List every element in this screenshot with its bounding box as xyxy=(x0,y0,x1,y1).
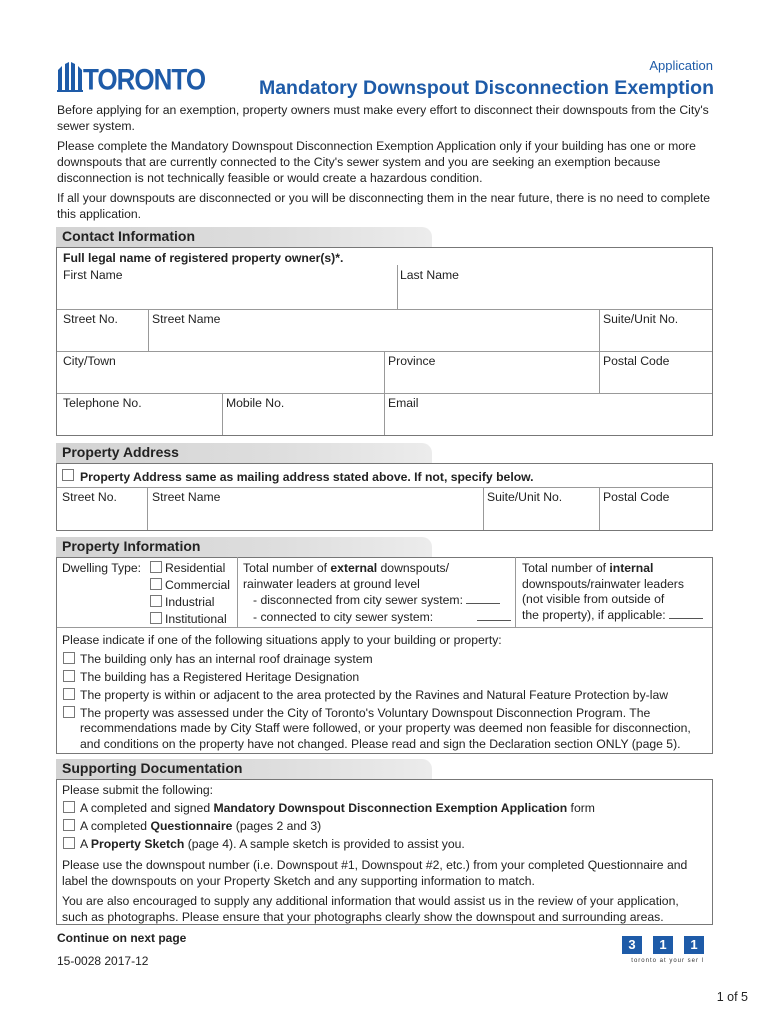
intro-paragraph-3: If all your downspouts are disconnected or you will be disconnecting them in the near future, there is no need to complete this application. xyxy=(57,191,711,221)
province-field[interactable]: Province xyxy=(388,354,436,368)
divider xyxy=(515,557,516,627)
street-name-field[interactable]: Street Name xyxy=(152,312,221,326)
same-address-checkbox[interactable] xyxy=(62,469,74,481)
divider xyxy=(237,557,238,627)
text: external xyxy=(330,561,378,575)
commercial-checkbox[interactable] xyxy=(150,578,162,590)
text: (pages 2 and 3) xyxy=(232,819,322,833)
industrial-label: Industrial xyxy=(165,595,215,609)
text: Total number of xyxy=(243,561,331,575)
property-info-heading: Property Information xyxy=(62,538,201,554)
property-address-heading: Property Address xyxy=(62,444,179,460)
application-label: Application xyxy=(649,58,713,73)
divider xyxy=(57,309,712,310)
logo-wordmark: TORONTO xyxy=(83,62,206,97)
text: Questionnaire xyxy=(150,819,233,833)
text: Mandatory Downspout Disconnection Exemption Application xyxy=(213,801,568,815)
text: - connected to city sewer system: xyxy=(253,610,434,624)
supporting-doc-section-header xyxy=(56,759,432,779)
disconnected-count-label xyxy=(253,593,500,607)
questionnaire-label xyxy=(80,819,321,833)
internal-drainage-label: The building only has an internal roof drainage system xyxy=(80,652,373,666)
divider xyxy=(599,351,600,393)
property-info-section-header xyxy=(56,537,432,557)
property-street-no-field[interactable]: Street No. xyxy=(62,490,117,504)
external-count-label-2: rainwater leaders at ground level xyxy=(243,577,420,591)
page-title: Mandatory Downspout Disconnection Exemption xyxy=(258,77,714,99)
additional-info-note-2: such as photographs. Please ensure that your photographs clearly show the downspout and surrounding areas. xyxy=(62,910,664,924)
internal-count-label-3: (not visible from outside of xyxy=(522,592,665,606)
property-sketch-checkbox[interactable] xyxy=(63,837,75,849)
intro-paragraph-2: Please complete the Mandatory Downspout Disconnection Exemption Application only if your building has one or more downspouts that are currently connected to the City's sewer system and you are seeking an exemption because disconnection is not technically feasible or would create a hazardous condition. xyxy=(57,139,696,185)
page-number: 1 of 5 xyxy=(716,990,748,1004)
property-street-name-field[interactable]: Street Name xyxy=(152,490,221,504)
owner-name-label: Full legal name of registered property owner(s)*. xyxy=(63,251,344,265)
divider xyxy=(599,487,600,530)
text: (page 4). A sample sketch is provided to assist you. xyxy=(184,837,465,851)
institutional-checkbox[interactable] xyxy=(150,612,162,624)
internal-count-label xyxy=(522,561,653,575)
suite-unit-field[interactable]: Suite/Unit No. xyxy=(603,312,679,326)
property-address-section-header xyxy=(56,443,432,463)
email-field[interactable]: Email xyxy=(388,396,419,410)
contact-heading: Contact Information xyxy=(62,228,195,244)
questionnaire-checkbox[interactable] xyxy=(63,819,75,831)
divider xyxy=(147,487,148,530)
property-postal-field[interactable]: Postal Code xyxy=(603,490,670,504)
heritage-label: The building has a Registered Heritage Designation xyxy=(80,670,360,684)
disconnected-count-input[interactable] xyxy=(466,593,500,604)
divider xyxy=(57,487,712,488)
residential-checkbox[interactable] xyxy=(150,561,162,573)
street-no-field[interactable]: Street No. xyxy=(63,312,118,326)
additional-info-note: You are also encouraged to supply any additional information that would assist us in the review of your application, xyxy=(62,894,679,908)
heritage-checkbox[interactable] xyxy=(63,670,75,682)
first-name-field[interactable]: First Name xyxy=(63,268,123,282)
divider xyxy=(483,487,484,530)
text: - disconnected from city sewer system: xyxy=(253,593,463,607)
intro-paragraph-1: Before applying for an exemption, property owners must make every effort to disconnect their downspouts from the City's sewer system. xyxy=(57,103,709,133)
industrial-checkbox[interactable] xyxy=(150,595,162,607)
text: internal xyxy=(609,561,654,575)
voluntary-program-label: The property was assessed under the City of Toronto's Voluntary Downspout Disconnection Program. The xyxy=(80,706,651,720)
divider xyxy=(599,309,600,351)
ravines-checkbox[interactable] xyxy=(63,688,75,700)
same-address-label: Property Address same as mailing address stated above. If not, specify below. xyxy=(80,470,534,484)
divider xyxy=(148,309,149,351)
divider xyxy=(222,393,223,435)
voluntary-program-label-3: and conditions on the property have not changed. Please read and sign the Declaration section ONLY (page 5). xyxy=(80,737,681,751)
311-badge xyxy=(622,936,704,966)
text: A completed and signed xyxy=(80,801,214,815)
text: A xyxy=(80,837,91,851)
text: Total number of xyxy=(522,561,610,575)
connected-count-label xyxy=(253,610,511,624)
badge-digit: 1 xyxy=(684,936,704,954)
application-form-label xyxy=(80,801,595,815)
application-form-checkbox[interactable] xyxy=(63,801,75,813)
external-count-label xyxy=(243,561,449,575)
internal-count-label-4 xyxy=(522,608,703,622)
divider xyxy=(384,393,385,435)
property-sketch-label xyxy=(80,837,465,851)
text: form xyxy=(567,801,595,815)
connected-count-input[interactable] xyxy=(477,610,511,621)
voluntary-program-label-2: recommendations made by City Staff were followed, or your property was deemed non feasible for disconnection, xyxy=(80,721,691,735)
city-field[interactable]: City/Town xyxy=(63,354,116,368)
city-hall-icon xyxy=(57,62,83,92)
internal-count-input[interactable] xyxy=(669,608,703,619)
supporting-intro: Please submit the following: xyxy=(62,783,214,797)
internal-count-label-2: downspouts/rainwater leaders xyxy=(522,577,684,591)
toronto-logo xyxy=(57,60,206,97)
downspout-number-note: Please use the downspout number (i.e. Downspout #1, Downspout #2, etc.) from your completed Questionnaire and xyxy=(62,858,688,872)
voluntary-program-checkbox[interactable] xyxy=(63,706,75,718)
dwelling-type-label: Dwelling Type: xyxy=(62,561,142,575)
last-name-field[interactable]: Last Name xyxy=(400,268,459,282)
commercial-label: Commercial xyxy=(165,578,231,592)
text: Property Sketch xyxy=(90,837,185,851)
ravines-label: The property is within or adjacent to the area protected by the Ravines and Natural Feature Protection by-law xyxy=(80,688,669,702)
institutional-label: Institutional xyxy=(165,612,227,626)
mobile-field[interactable]: Mobile No. xyxy=(226,396,285,410)
downspout-number-note-2: label the downspouts on your Property Sketch and any supporting information to match. xyxy=(62,874,535,888)
contact-section-header xyxy=(56,227,432,247)
badge-digit: 3 xyxy=(622,936,642,954)
form-code: 15-0028 2017-12 xyxy=(57,954,149,968)
text: A completed xyxy=(80,819,151,833)
divider xyxy=(57,627,712,628)
badge-tagline: toronto at your ser l xyxy=(631,958,704,964)
text: downspouts/ xyxy=(377,561,449,575)
internal-drainage-checkbox[interactable] xyxy=(63,652,75,664)
continue-next-page: Continue on next page xyxy=(57,931,187,945)
supporting-doc-heading: Supporting Documentation xyxy=(62,760,243,776)
text: the property), if applicable: xyxy=(522,608,666,622)
divider xyxy=(384,351,385,393)
badge-digit: 1 xyxy=(653,936,673,954)
residential-label: Residential xyxy=(165,561,226,575)
property-suite-field[interactable]: Suite/Unit No. xyxy=(487,490,563,504)
telephone-field[interactable]: Telephone No. xyxy=(63,396,142,410)
divider xyxy=(397,265,398,309)
situations-intro: Please indicate if one of the following situations apply to your building or property: xyxy=(62,633,502,647)
postal-code-field[interactable]: Postal Code xyxy=(603,354,670,368)
